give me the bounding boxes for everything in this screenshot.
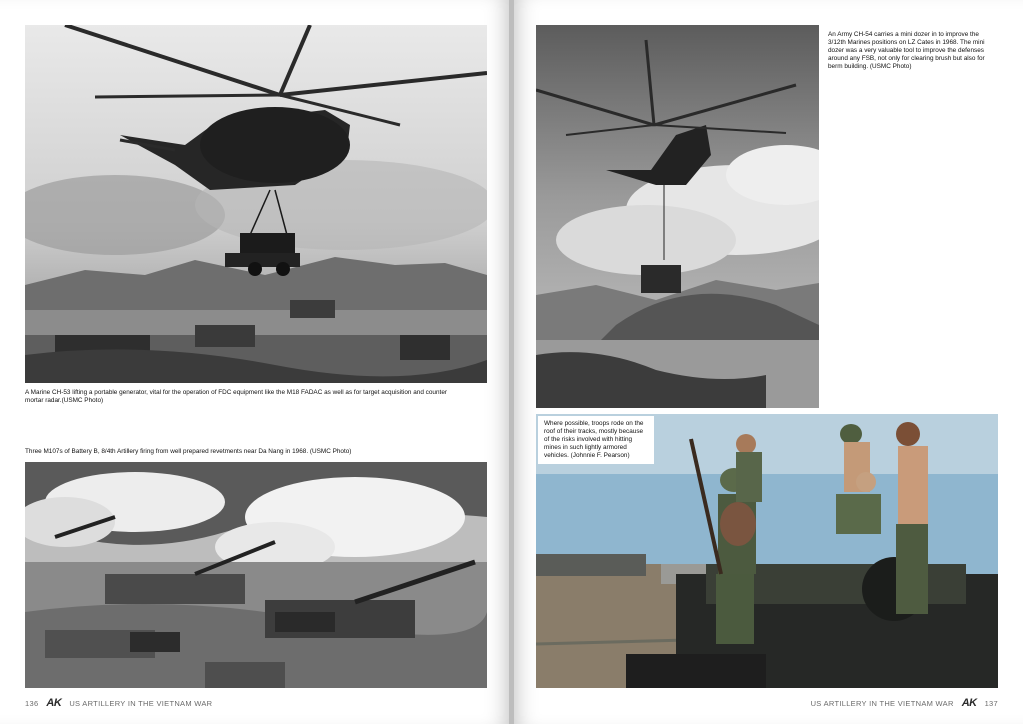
photo-ch54-caption: An Army CH-54 carries a mini dozer in to improve the 3/12th Marines positions on LZ Cates in 1968. The mini dozer was a very valuable tool to improve the defenses around any FSB, not only for clearing brush but also for berm building. (USMC Photo) — [828, 31, 985, 70]
photo-m107-artillery — [25, 462, 487, 688]
right-running-title: US ARTILLERY IN THE VIETNAM WAR — [810, 698, 954, 708]
right-page-footer — [811, 697, 998, 709]
left-page-footer — [25, 697, 212, 709]
ak-logo: AK — [46, 697, 62, 709]
right-page-number: 137 — [984, 698, 998, 708]
ak-logo-right: AK — [961, 697, 977, 709]
photo-troops-caption: Where possible, troops rode on the roof of their tracks, mostly because of the risks involved with hitting mines in such lightly armored vehicles. (Johnnie F. Pearson) — [538, 416, 654, 464]
photo-ch53-caption: A Marine CH-53 lifting a portable generator, vital for the operation of FDC equipment like the M18 FADAC as well as for target acquisition and counter mortar radar.(USMC Photo) — [25, 389, 447, 404]
photo-m107-caption: Three M107s of Battery B, 8/4th Artillery firing from well prepared revetments near Da Nang in 1968. (USMC Photo) — [25, 448, 352, 455]
photo-ch54-helicopter — [536, 25, 819, 408]
left-page-number: 136 — [25, 698, 39, 708]
book-gutter — [509, 0, 514, 724]
photo-ch53-helicopter — [25, 25, 487, 383]
left-running-title: US ARTILLERY IN THE VIETNAM WAR — [69, 698, 213, 708]
